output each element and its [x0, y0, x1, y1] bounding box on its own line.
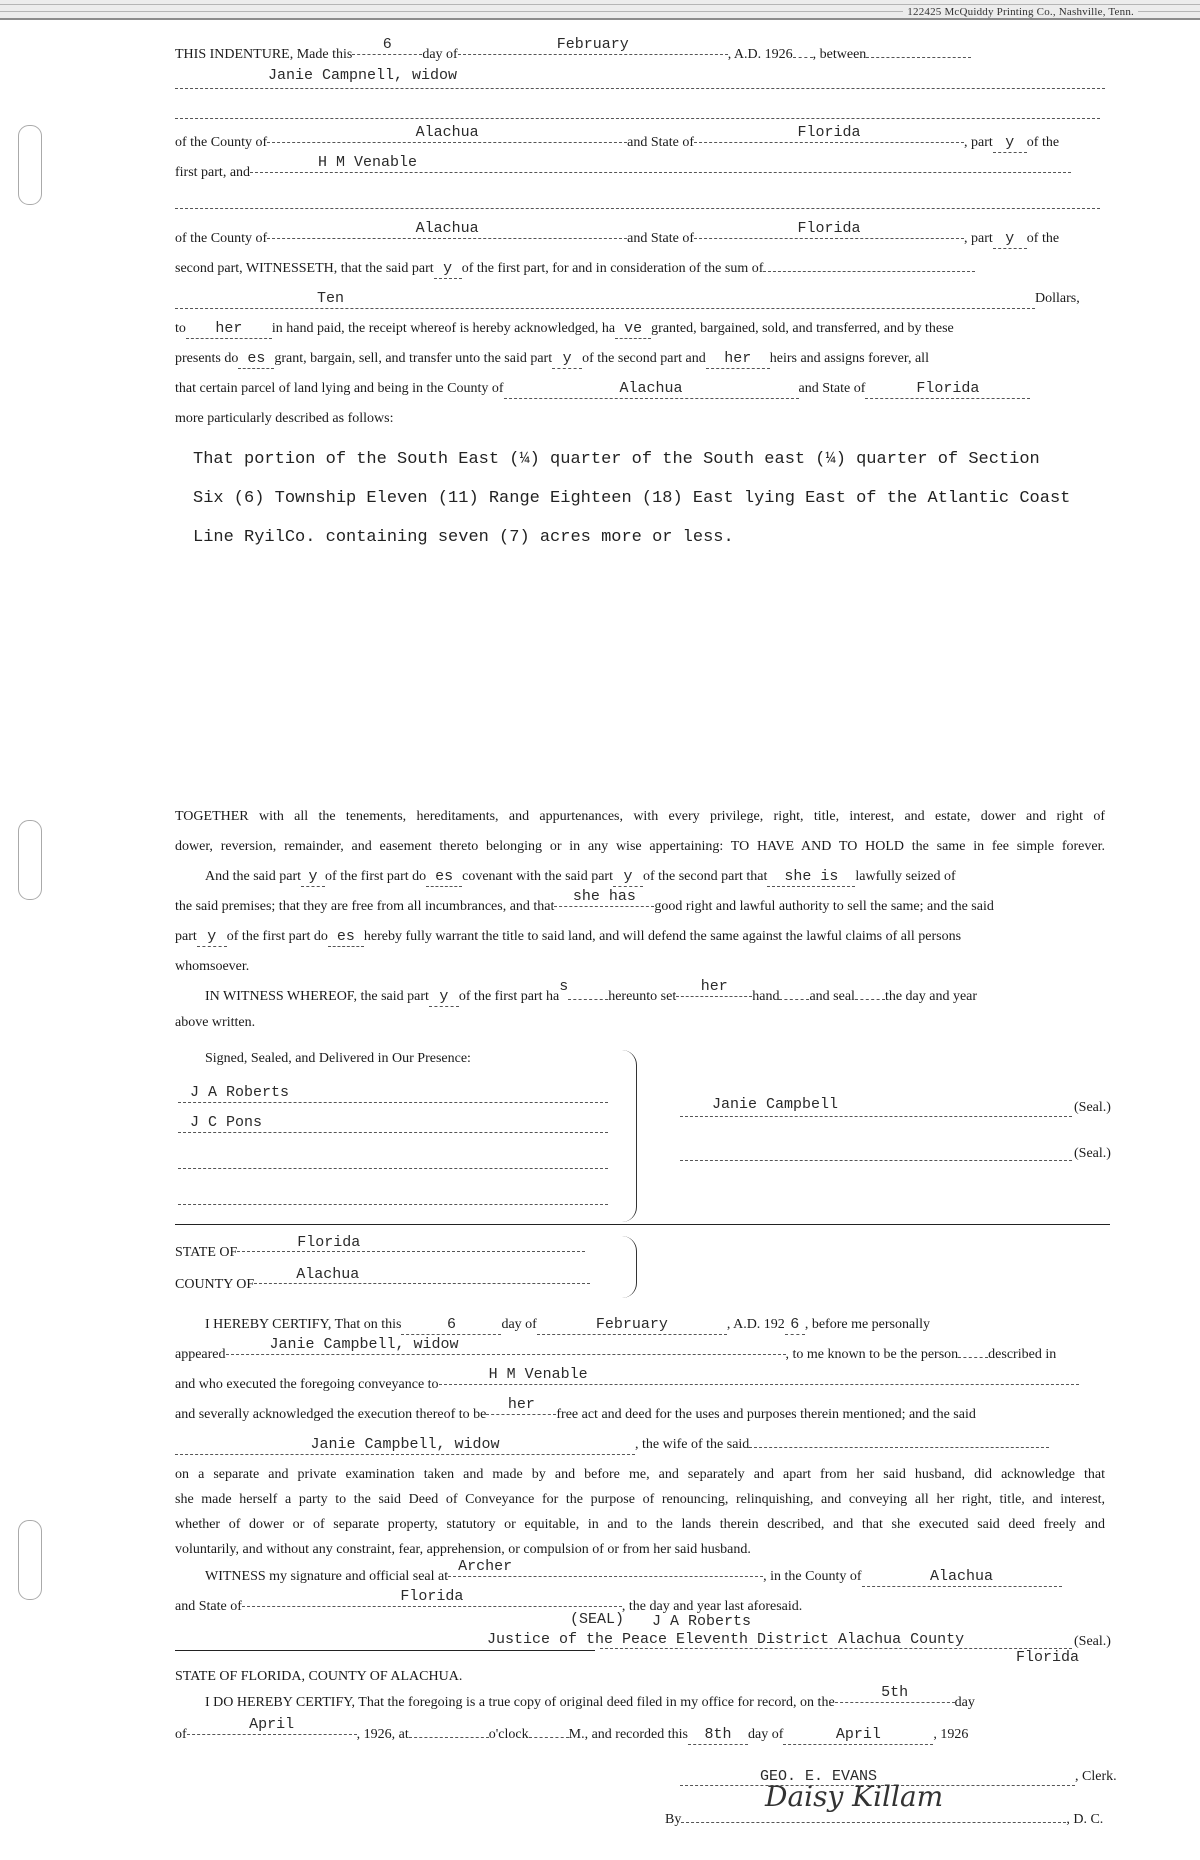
record-heading: STATE OF FLORIDA, COUNTY OF ALACHUA. [175, 1669, 463, 1684]
punch-hole-top [18, 125, 42, 205]
ack-county: Alachua [254, 1266, 590, 1284]
consideration-label: of the first part, for and in consideration of the sum of [461, 261, 764, 276]
appeared-label: appeared [175, 1347, 226, 1362]
deputy-clerk-signature: Daisy Killam [765, 1780, 944, 1813]
recorded-label: M., and recorded this [568, 1727, 688, 1742]
covenant-e: lawfully seized of [855, 869, 956, 884]
record-year: , 1926 [356, 1727, 392, 1742]
above-written: above written. [175, 1015, 256, 1030]
dc-label: , D. C. [1066, 1812, 1104, 1827]
record-at: , at [391, 1727, 409, 1742]
witness-blank [568, 999, 608, 1000]
deed-month: February [458, 36, 728, 55]
by-label: By [665, 1812, 682, 1827]
person-blank [958, 1357, 988, 1358]
described-in-label: described in [988, 1347, 1057, 1362]
punch-hole-bottom [18, 1520, 42, 1600]
in-county-label: , in the County of [763, 1569, 862, 1584]
witness-f: the day and year [884, 989, 978, 1004]
ad-label: , A.D. 1926 [727, 47, 793, 62]
to-label: to [175, 321, 186, 336]
presents-label: presents do [175, 351, 239, 366]
second-sig-rule [680, 1160, 1072, 1161]
between-blank [866, 57, 971, 58]
ack-her: her [486, 1396, 556, 1415]
covenant-has: she has [554, 888, 654, 907]
together-line-2: dower, reversion, remainder, and easement thereto belonging or in any wise appertaining: TO HAVE AND TO HOLD the same in fee simple forever. [175, 839, 1105, 854]
party-suffix-7: y [197, 928, 227, 947]
deed-day: 6 [352, 36, 422, 55]
ack-body-4: voluntarily, and without any constraint, fear, apprehension, or compulsion of or from her said husband. [175, 1542, 751, 1557]
executed-to: H M Venable [439, 1366, 1079, 1385]
officer-rule [600, 1648, 1072, 1649]
parcel-line [175, 380, 1105, 399]
section-divider-2 [175, 1650, 595, 1651]
and-state-line [175, 1588, 1105, 1617]
printed-header-bar [0, 0, 1200, 20]
party-label: , part [964, 135, 993, 150]
grantor-county-line [175, 124, 1105, 153]
witness-two: J C Pons [190, 1114, 263, 1131]
free-act-label: free act and deed for the uses and purposes therein mentioned; and the said [556, 1407, 976, 1422]
official-seal-stamp: (SEAL) [570, 1611, 625, 1628]
dollars-label: Dollars, [1035, 291, 1080, 306]
ack-state-2: Florida [242, 1588, 622, 1607]
party-suffix-1: y [993, 134, 1027, 153]
ack-year-digit: 6 [785, 1316, 805, 1335]
witness-sig-label: WITNESS my signature and official seal at [205, 1569, 449, 1584]
of-the-label: of the [1026, 135, 1060, 150]
record-day-label: day [954, 1695, 975, 1710]
record-of-label: of [175, 1727, 187, 1742]
of-county-label: of the County of [175, 135, 268, 150]
heirs-label: heirs and assigns forever, all [769, 351, 929, 366]
covenant-g: good right and lawful authority to sell the same; and the said [654, 899, 994, 914]
signed-sealed-label: Signed, Sealed, and Delivered in Our Presence: [205, 1051, 471, 1066]
recorded-day: 8th [688, 1726, 748, 1745]
ack-ad: , A.D. 192 [726, 1317, 785, 1332]
witnesseth-label: second part, WITNESSETH, that the said part [175, 261, 434, 276]
ack-state-label: STATE OF [175, 1245, 238, 1260]
record-certify-line [205, 1684, 1105, 1713]
witness-whereof-line [205, 978, 1105, 1007]
grantor-sig-rule [680, 1116, 1072, 1117]
presents-line [175, 350, 1105, 369]
ack-state-line [175, 1234, 585, 1262]
recorded-day-of: day of [747, 1727, 784, 1742]
party-suffix-4: y [552, 350, 582, 369]
party-suffix-8: y [429, 988, 459, 1007]
parcel-state: Florida [865, 380, 1030, 399]
does-suffix-3: es [328, 928, 364, 947]
grantor-signature: Janie Campbell [712, 1096, 839, 1113]
witnesseth-line [175, 260, 1105, 279]
ack-body-2: she made herself a party to the said Deed of Conveyance for the purpose of renouncing, relinquishing, and conveying all her right, title, and interest, [175, 1492, 1105, 1507]
wife-name: Janie Campbell, widow [175, 1436, 635, 1455]
covenant-i: of the first part do [226, 929, 328, 944]
recorded-year: , 1926 [933, 1727, 969, 1742]
grantor-state: Florida [694, 124, 964, 143]
party-suffix-6: y [613, 868, 643, 887]
known-label: , to me known to be the person [785, 1347, 959, 1362]
grantor-county: Alachua [267, 124, 627, 143]
covenant-line-1 [205, 868, 1105, 887]
witness-b: of the first part ha [458, 989, 560, 1004]
executed-label: and who executed the foregoing conveyance to [175, 1377, 439, 1392]
covenant-a: And the said part [205, 869, 302, 884]
grantee-county-line [175, 220, 1105, 249]
consideration-blank [763, 271, 975, 272]
grantee-state: Florida [694, 220, 964, 239]
does-suffix-2: es [426, 868, 462, 887]
day-last-label: , the day and year last aforesaid. [621, 1599, 803, 1614]
meridiem-blank [529, 1737, 569, 1738]
sum-line [175, 290, 1105, 309]
parcel-county: Alachua [504, 380, 799, 399]
ack-place: Archer [448, 1558, 763, 1577]
of-county-label-2: of the County of [175, 231, 268, 246]
certify-line [205, 1316, 1105, 1335]
witness-one: J A Roberts [190, 1084, 290, 1101]
have-suffix: ve [615, 320, 651, 339]
description-line-3: Line RyilCo. containing seven (7) acres more or less. [193, 528, 734, 547]
sum-amount: Ten [175, 290, 1035, 309]
description-line-2: Six (6) Township Eleven (11) Range Eighteen (18) East lying East of the Atlantic Coast [193, 489, 1071, 508]
ack-county-label: COUNTY OF [175, 1277, 255, 1292]
witness-her: her [676, 978, 752, 997]
witness-e: and seal [809, 989, 855, 1004]
signature-brace [622, 1050, 637, 1222]
certify-label: I HEREBY CERTIFY, That on this [205, 1317, 402, 1332]
and-state-label-2: and State of [627, 231, 695, 246]
covenant-b: of the first part do [325, 869, 427, 884]
witness-a: IN WITNESS WHEREOF, the said part [205, 989, 429, 1004]
ack-county-line [175, 1266, 590, 1294]
appeared-name: Janie Campbell, widow [226, 1336, 786, 1355]
ack-state: Florida [237, 1234, 585, 1252]
officer-state: Florida [1016, 1649, 1080, 1666]
wife-line [175, 1436, 1105, 1455]
land-description [193, 440, 1113, 557]
witness-three-rule [178, 1168, 608, 1169]
covenant-d: of the second part that [642, 869, 768, 884]
oclock-label: o'clock [488, 1727, 529, 1742]
covenant-who: she is [767, 868, 855, 887]
record-date-line [175, 1716, 1105, 1745]
to-whom: her [186, 320, 272, 339]
parcel-label: that certain parcel of land lying and being in the County of [175, 381, 504, 396]
receipt-line [175, 320, 1105, 339]
covenant-f: the said premises; that they are free from all incumbrances, and that [175, 899, 555, 914]
witness-d: hand [752, 989, 780, 1004]
grantee-name: H M Venable [250, 154, 1071, 173]
ack-seal-label: (Seal.) [1074, 1634, 1111, 1649]
witness-seal-line [205, 1558, 1105, 1587]
witness-two-rule [178, 1132, 608, 1133]
officer-title: Justice of the Peace Eleventh District Alachua County [487, 1631, 965, 1648]
blank-rule-1 [175, 118, 1100, 119]
indenture-opening: THIS INDENTURE, Made this [175, 47, 353, 62]
blank-rule-2 [175, 208, 1100, 209]
grantor-rule [175, 88, 1105, 89]
hand-blank [779, 999, 809, 1000]
together-line-1: TOGETHER with all the tenements, hereditaments, and appurtenances, with every privilege, right, title, interest, and estate, dower and right of [175, 809, 1105, 824]
clerk-name: GEO. E. EVANS [680, 1768, 1075, 1786]
filed-day: 5th [835, 1684, 955, 1703]
witness-c: hereunto set [608, 989, 677, 1004]
covenant-line-2 [175, 888, 1105, 917]
witness-one-rule [178, 1102, 608, 1103]
ack-month: February [537, 1316, 727, 1335]
ack-day: 6 [401, 1316, 501, 1335]
first-part-label: first part, and [175, 165, 251, 180]
appeared-line [175, 1336, 1105, 1365]
section-divider-1 [175, 1224, 1110, 1225]
second-part-and-label: of the second part and [582, 351, 706, 366]
covenant-j: hereby fully warrant the title to said land, and will defend the same against the lawful claims of all persons [363, 929, 962, 944]
before-me-label: , before me personally [804, 1317, 930, 1332]
hand-paid-label: in hand paid, the receipt whereof is hereby acknowledged, ha [271, 321, 616, 336]
husband-blank [749, 1447, 1049, 1448]
time-blank [409, 1737, 489, 1738]
recorded-month: April [783, 1726, 933, 1745]
party-suffix-2: y [993, 230, 1027, 249]
filed-month: April [187, 1716, 357, 1735]
parcel-state-label: and State of [798, 381, 866, 396]
and-state-label: and State of [627, 135, 695, 150]
witness-four-rule [178, 1204, 608, 1205]
seal-label-2: (Seal.) [1074, 1146, 1111, 1161]
heirs-whose: her [706, 350, 770, 369]
severally-label: and severally acknowledged the execution thereof to be [175, 1407, 487, 1422]
wife-of-label: , the wife of the said [635, 1437, 750, 1452]
grant-unto-label: grant, bargain, sell, and transfer unto the said part [274, 351, 553, 366]
party-label-2: , part [964, 231, 993, 246]
ack-day-of: day of [501, 1317, 537, 1332]
covenant-h: part [175, 929, 197, 944]
ack-body-1: on a separate and private examination taken and made by and before me, and separately and apart from her said husband, did acknowledge that [175, 1467, 1105, 1482]
clerk-label: , Clerk. [1075, 1769, 1117, 1784]
party-suffix-5: y [301, 868, 325, 887]
grantor-name: Janie Campnell, widow [268, 67, 458, 84]
covenant-line-3 [175, 928, 1105, 947]
and-state-of-label: and State of [175, 1599, 242, 1614]
day-of-label: day of [422, 47, 458, 62]
whomsoever: whomsoever. [175, 959, 250, 974]
granted-label: granted, bargained, sold, and transferred, and by these [651, 321, 954, 336]
punch-hole-middle [18, 820, 42, 900]
witness-s: s [559, 978, 569, 995]
of-the-label-2: of the [1026, 231, 1060, 246]
between-label: , between [812, 47, 867, 62]
description-line-1: That portion of the South East (¼) quarter of the South east (¼) quarter of Section [193, 450, 1040, 469]
executed-line [175, 1366, 1105, 1395]
more-particularly-line [175, 410, 1105, 428]
record-certify-label: I DO HEREBY CERTIFY, That the foregoing is a true copy of original deed filed in my office for record, on the [205, 1695, 835, 1710]
covenant-c: covenant with the said part [462, 869, 613, 884]
ack-county-2: Alachua [862, 1568, 1062, 1587]
grantee-county: Alachua [267, 220, 627, 239]
first-part-line [175, 154, 1105, 183]
venue-brace [622, 1236, 637, 1298]
ack-body-3: whether of dower or of separate property, statutory or equitable, in and to the lands therein described, and that she executed said deed freely and [175, 1517, 1105, 1532]
printer-mark: 122425 McQuiddy Printing Co., Nashville, Tenn. [903, 6, 1138, 18]
seal-blank [855, 999, 885, 1000]
seal-label-1: (Seal.) [1074, 1100, 1111, 1115]
year-suffix [793, 57, 813, 58]
officer-name: J A Roberts [652, 1613, 752, 1630]
party-suffix-3: y [434, 260, 462, 279]
does-suffix: es [238, 350, 274, 369]
indenture-line [175, 36, 1105, 65]
more-particularly-label: more particularly described as follows: [175, 411, 394, 426]
severally-line [175, 1396, 1105, 1425]
